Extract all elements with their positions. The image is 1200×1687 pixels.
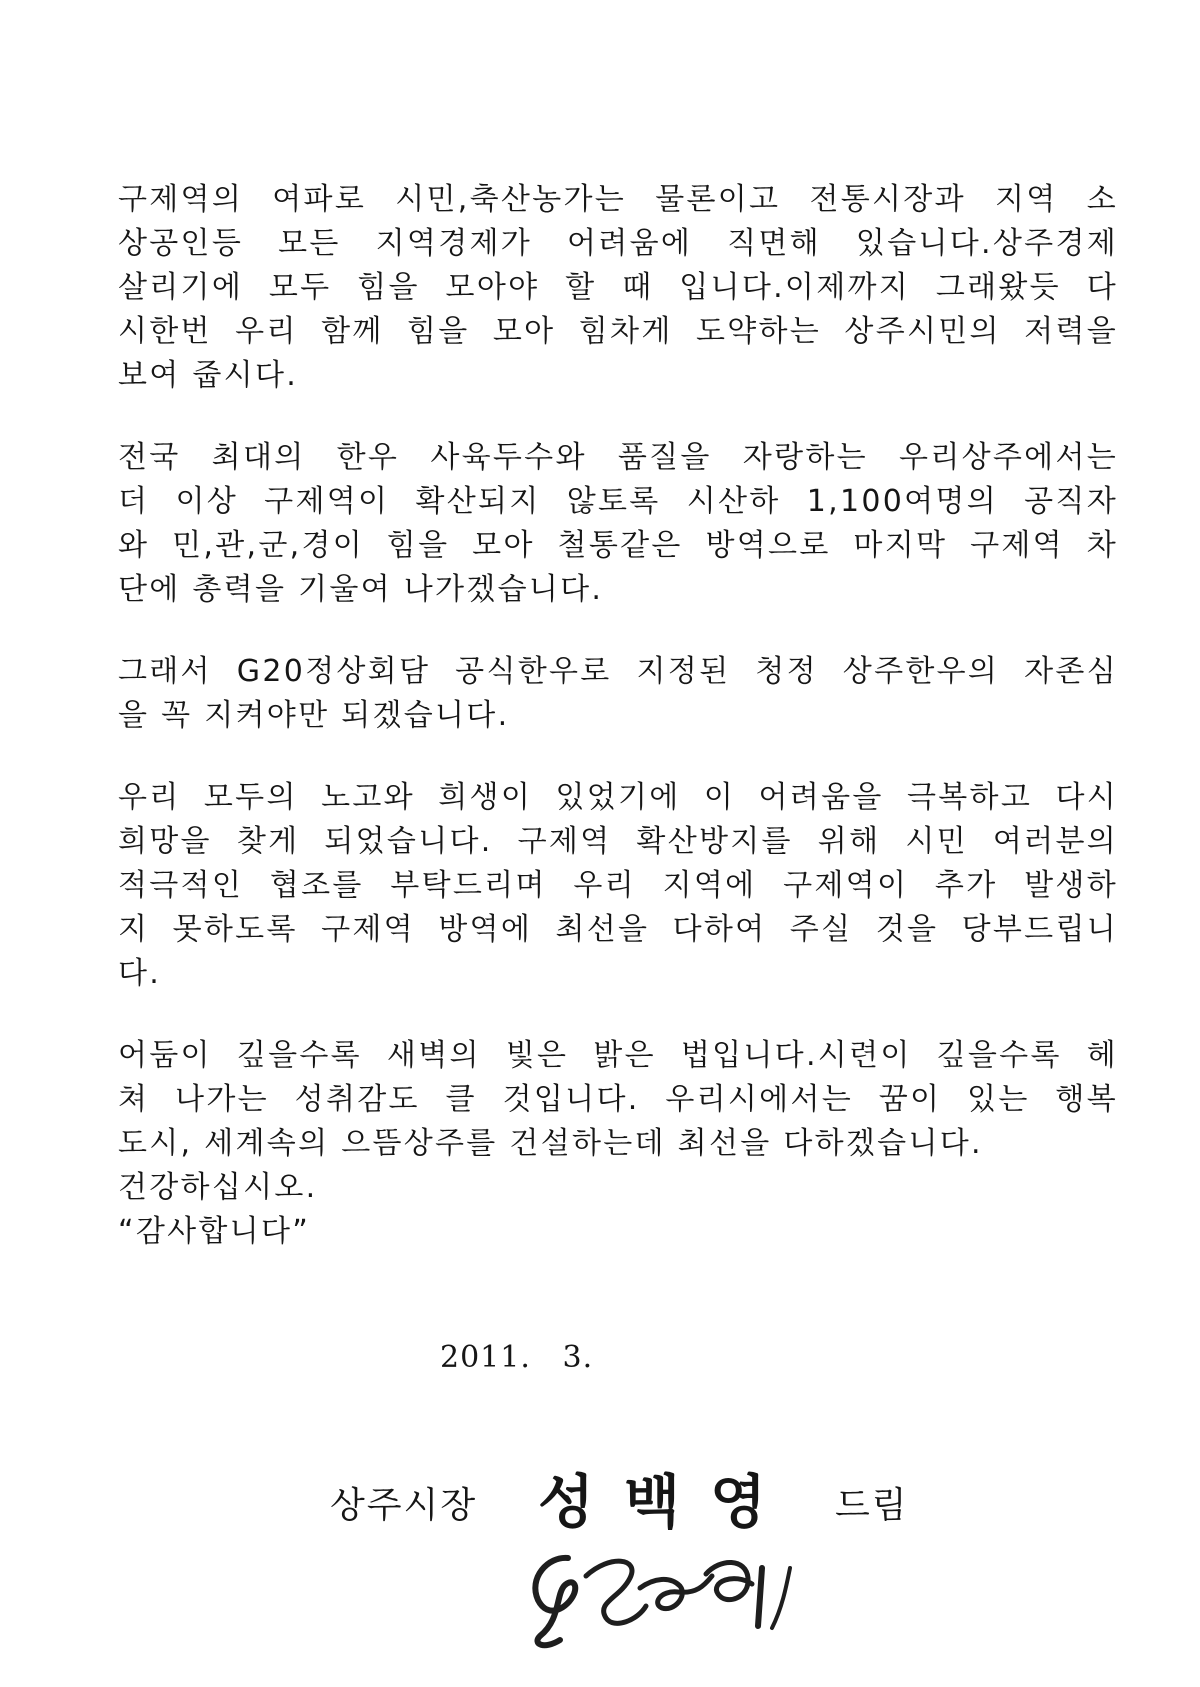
handwritten-signature: [520, 1528, 820, 1658]
text-line: 건강하십시오.: [118, 1170, 318, 1205]
letter-date: 2011. 3.: [440, 1340, 594, 1375]
text-line: 상공인등 모든 지역경제가 어려움에 직면해 있습니다.상주경제: [118, 226, 1118, 261]
text-line: 어둠이 깊을수록 새벽의 빛은 밝은 법입니다.시련이 깊을수록 헤: [118, 1038, 1118, 1073]
paragraph-4: [118, 776, 1118, 996]
text-line: 그래서 G20정상회담 공식한우로 지정된 청정 상주한우의 자존심: [118, 654, 1118, 689]
paragraph-1: [118, 178, 1118, 398]
signoff-suffix: 드림: [835, 1485, 909, 1526]
text-line: 시한번 우리 함께 힘을 모아 힘차게 도약하는 상주시민의 저력을: [118, 314, 1118, 349]
signoff-name: 성백영: [538, 1468, 797, 1536]
text-line: 단에 총력을 기울여 나가겠습니다.: [118, 572, 604, 607]
letter-body: [118, 178, 1118, 1292]
text-line: 희망을 찾게 되었습니다. 구제역 확산방지를 위해 시민 여러분의: [118, 824, 1118, 859]
text-line: 우리 모두의 노고와 희생이 있었기에 이 어려움을 극복하고 다시: [118, 780, 1118, 815]
text-line: 와 민,관,군,경이 힘을 모아 철통같은 방역으로 마지막 구제역 차: [118, 528, 1118, 563]
text-line: 을 꼭 지켜야만 되겠습니다.: [118, 698, 510, 733]
text-line: 쳐 나가는 성취감도 클 것입니다. 우리시에서는 꿈이 있는 행복: [118, 1082, 1118, 1117]
text-line: 다.: [118, 956, 162, 991]
text-line: 구제역의 여파로 시민,축산농가는 물론이고 전통시장과 지역 소: [118, 182, 1118, 217]
paragraph-2: [118, 436, 1118, 612]
text-line: “감사합니다”: [118, 1214, 311, 1249]
signoff: [330, 1455, 950, 1535]
paragraph-5: [118, 1034, 1118, 1254]
text-line: 전국 최대의 한우 사육두수와 품질을 자랑하는 우리상주에서는: [118, 440, 1118, 475]
text-line: 적극적인 협조를 부탁드리며 우리 지역에 구제역이 추가 발생하: [118, 868, 1118, 903]
text-line: 지 못하도록 구제역 방역에 최선을 다하여 주실 것을 당부드립니: [118, 912, 1118, 947]
text-line: 더 이상 구제역이 확산되지 않토록 시산하 1,100여명의 공직자: [118, 484, 1118, 519]
paragraph-3: [118, 650, 1118, 738]
text-line: 살리기에 모두 힘을 모아야 할 때 입니다.이제까지 그래왔듯 다: [118, 270, 1118, 305]
signoff-title: 상주시장: [330, 1485, 478, 1526]
text-line: 도시, 세계속의 으뜸상주를 건설하는데 최선을 다하겠습니다.: [118, 1126, 983, 1161]
text-line: 보여 줍시다.: [118, 358, 299, 393]
